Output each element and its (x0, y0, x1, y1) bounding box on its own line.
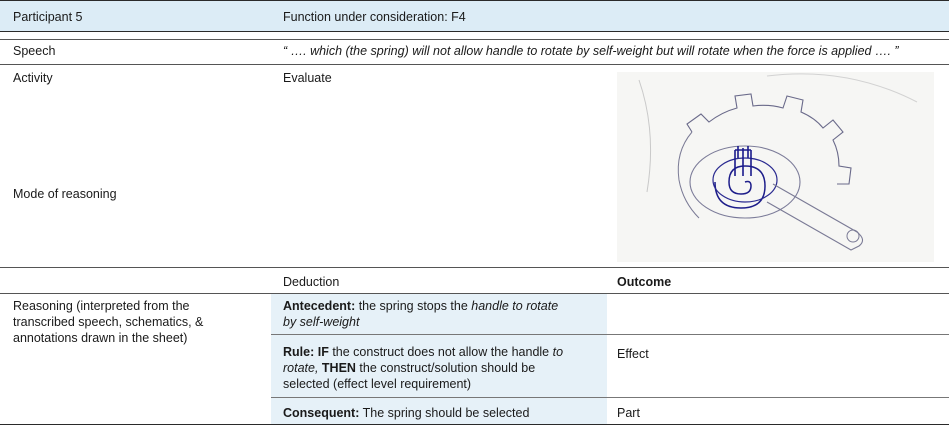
activity-label: Activity (13, 71, 53, 85)
rule-outcome: Effect (617, 347, 649, 361)
outcome-header: Outcome (617, 275, 672, 289)
hand-drawn-spring-gear-sketch-icon (617, 72, 934, 262)
participant-label: Participant 5 (13, 10, 83, 24)
table-header-row (0, 0, 949, 32)
consequent-cell (283, 405, 603, 421)
function-label: Function under consideration: F4 (283, 10, 466, 24)
antecedent-keyword: Antecedent: (283, 299, 356, 313)
rule-emphasis: rotate, (283, 361, 319, 375)
divider (271, 397, 949, 398)
speech-quote: “ …. which (the spring) will not allow handle to rotate by self-weight but will rotate when the force is applied …. ” (283, 44, 899, 58)
mode-label: Mode of reasoning (13, 187, 117, 201)
rule-text: the construct does not allow the handle (328, 345, 553, 359)
antecedent-emphasis: by self-weight (283, 315, 360, 329)
divider (0, 64, 949, 65)
rule-keyword: Rule: IF (283, 345, 329, 359)
deduction-header: Deduction (283, 275, 340, 289)
rule-emphasis: to (552, 345, 564, 359)
reasoning-label-line: Reasoning (interpreted from the (13, 299, 190, 313)
antecedent-emphasis: handle to rotate (471, 299, 559, 313)
antecedent-cell (283, 298, 603, 330)
divider (271, 334, 949, 335)
consequent-text: The spring should be selected (359, 406, 530, 420)
divider (0, 267, 949, 268)
table-bottom-rule (0, 424, 949, 425)
consequent-keyword: Consequent: (283, 406, 360, 420)
reasoning-label-line: annotations drawn in the sheet) (13, 331, 188, 345)
reasoning-label-line: transcribed speech, schematics, & (13, 315, 204, 329)
consequent-outcome: Part (617, 406, 640, 420)
activity-value: Evaluate (283, 71, 332, 85)
rule-keyword: THEN (318, 361, 356, 375)
antecedent-text: the spring stops the (355, 299, 472, 313)
rule-cell (283, 344, 603, 392)
rule-text: selected (effect level requirement) (283, 377, 472, 391)
rule-text: the construct/solution should be (355, 361, 536, 375)
spring-sketch-figure (617, 72, 934, 262)
divider (0, 39, 949, 40)
reasoning-label (13, 298, 263, 346)
speech-label: Speech (13, 44, 56, 58)
